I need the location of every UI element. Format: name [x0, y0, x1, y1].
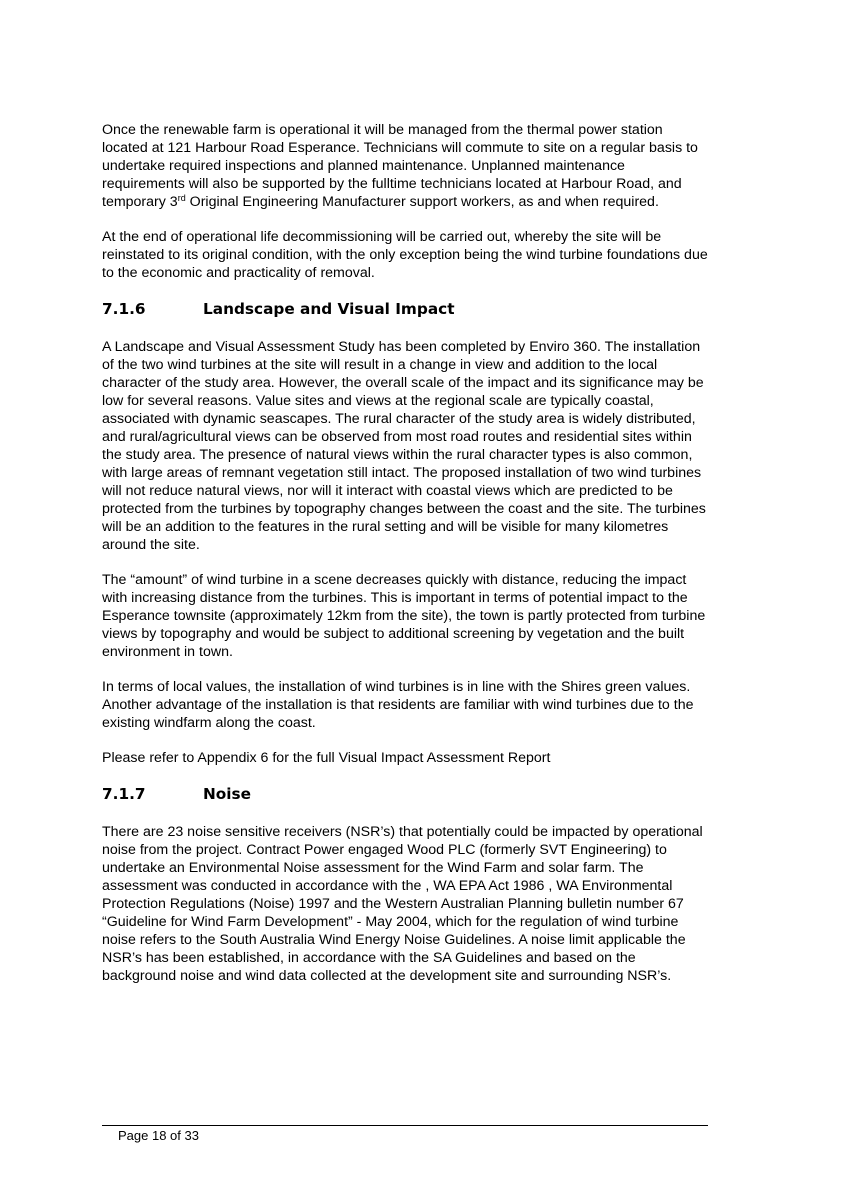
paragraph-landscape-appendix: Please refer to Appendix 6 for the full Visual Impact Assessment Report — [102, 750, 551, 766]
paragraph-operations: Once the renewable farm is operational it will be managed from the thermal power station located at 121 Harbour Road Esperance. Technicians will commute to site on a regular basis to undertake required inspections and planned maintenance. Unplanned maintenance requirements will also be supported by the fulltime technicians located at Harbour Road, and temporary 3rd Original Engineering Manufacturer support workers, as and when required. — [102, 122, 698, 210]
paragraph-landscape-distance: The “amount” of wind turbine in a scene decreases quickly with distance, reducing the impact with increasing distance from the turbines. This is important in terms of potential impact to the Esperance townsite (approximately 12km from the site), the town is partly protected from turbine views by topography and would be subject to additional screening by vegetation and the built environment in town. — [102, 572, 706, 660]
footer-divider — [102, 1125, 708, 1126]
section-title: Noise — [203, 785, 252, 803]
paragraph-decommissioning: At the end of operational life decommissioning will be carried out, whereby the site will be reinstated to its original condition, with the only exception being the wind turbine foundations due to the economic and practicality of removal. — [102, 229, 708, 281]
paragraph-landscape-values: In terms of local values, the installation of wind turbines is in line with the Shires green values. Another advantage of the installation is that residents are familiar with wind turbines due to the existing windfarm along the coast. — [102, 679, 694, 731]
section-number: 7.1.6 — [102, 300, 146, 318]
page-number: Page 18 of 33 — [118, 1128, 199, 1143]
section-heading-noise — [102, 784, 708, 804]
paragraph-noise: There are 23 noise sensitive receivers (NSR’s) that potentially could be impacted by operational noise from the project. Contract Power engaged Wood PLC (formerly SVT Engineering) to undertake an Environmental Noise assessment for the Wind Farm and solar farm. The assessment was conducted in accordance with the , WA EPA Act 1986 , WA Environmental Protection Regulations (Noise) 1997 and the Western Australian Planning bulletin number 67 “Guideline for Wind Farm Development” - May 2004, which for the regulation of wind turbine noise refers to the South Australia Wind Energy Noise Guidelines. A noise limit applicable the NSR’s has been established, in accordance with the SA Guidelines and based on the background noise and wind data collected at the development site and surrounding NSR’s. — [102, 824, 703, 984]
paragraph-landscape-study: A Landscape and Visual Assessment Study has been completed by Enviro 360. The installation of the two wind turbines at the site will result in a change in view and addition to the local character of the study area. However, the overall scale of the impact and its significance may be low for several reasons. Value sites and views at the regional scale are typically coastal, associated with dynamic seascapes. The rural character of the study area is widely distributed, and rural/agricultural views can be observed from most road routes and residential sites within the study area. The presence of natural views within the rural character types is also common, with large areas of remnant vegetation still intact. The proposed installation of two wind turbines will not reduce natural views, nor will it interact with coastal views which are predicted to be protected from the turbines by topography changes between the coast and the site. The turbines will be an addition to the features in the rural setting and will be visible for many kilometres around the site. — [102, 339, 706, 553]
document-page — [102, 121, 708, 1002]
section-number: 7.1.7 — [102, 785, 146, 803]
section-heading-landscape — [102, 299, 708, 319]
section-title: Landscape and Visual Impact — [203, 300, 455, 318]
superscript-ordinal: rd — [177, 193, 186, 203]
